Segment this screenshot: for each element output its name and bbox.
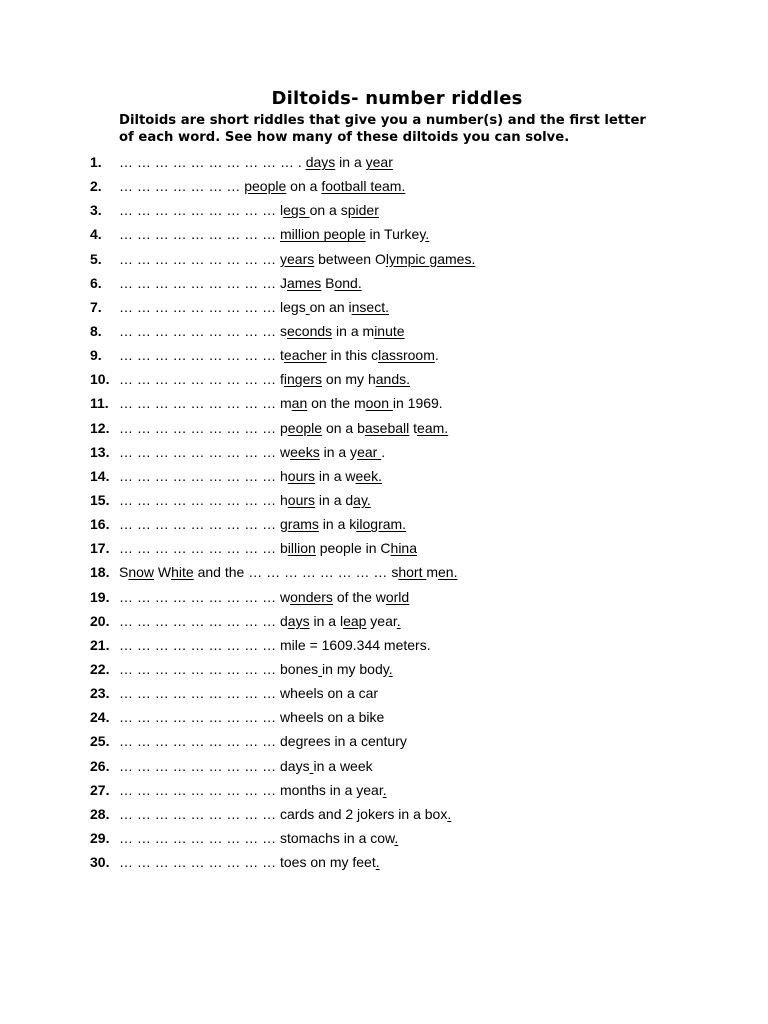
riddle-number: 17. (90, 540, 110, 557)
underlined-hint: onders (290, 588, 333, 605)
riddle-item (0, 464, 768, 488)
riddle-text-segment: on the m (307, 395, 366, 412)
riddle-item (0, 585, 768, 609)
riddle-number: 27. (90, 781, 110, 798)
riddle-item (0, 271, 768, 295)
riddle-text-segment: … … … … … … … … … J (119, 274, 288, 291)
riddle-text (119, 778, 387, 802)
riddle-item (0, 729, 768, 753)
riddle-text (119, 464, 382, 488)
riddle-item (0, 512, 768, 536)
underlined-hint: aseball (364, 419, 410, 436)
riddle-number: 23. (90, 685, 110, 702)
riddle-text (119, 633, 431, 657)
underlined-hint: ingers (283, 371, 323, 388)
riddle-text (119, 826, 398, 850)
riddle-text-segment: … … … … … … … … … … . (119, 154, 306, 170)
underlined-hint: year (365, 154, 393, 170)
riddle-number: 21. (90, 636, 110, 653)
underlined-hint: eek. (355, 467, 382, 484)
underlined-hint: . (396, 612, 401, 629)
riddle-text-segment: … … … … … … … … … mile = 1609.344 meters. (119, 636, 431, 653)
riddle-number: 13. (90, 443, 110, 460)
riddle-text (119, 150, 393, 174)
riddle-item (0, 754, 768, 778)
riddle-item (0, 222, 768, 246)
riddle-text-segment: … … … … … … … … … m (119, 395, 292, 412)
riddle-text-segment: m (426, 564, 439, 581)
riddle-item (0, 343, 768, 367)
riddle-item (0, 391, 768, 415)
riddle-text-segment: … … … … … … … … … w (119, 443, 291, 460)
riddle-number: 24. (90, 709, 110, 726)
riddle-number: 18. (90, 564, 110, 581)
riddle-item (0, 778, 768, 802)
underlined-hint: . (375, 854, 380, 871)
underlined-hint: football team. (321, 178, 406, 195)
riddle-text (119, 585, 409, 609)
riddle-text (119, 271, 362, 295)
riddle-number: 15. (90, 491, 110, 508)
underlined-hint: rams (287, 516, 319, 533)
riddle-text-segment: in a d (315, 491, 354, 508)
riddle-item (0, 802, 768, 826)
underlined-hint: ames (287, 274, 322, 291)
riddle-text-segment: t (409, 419, 418, 436)
underlined-hint: eacher (283, 347, 327, 364)
riddle-text (119, 657, 393, 681)
riddle-text-segment: … … … … … … … … … s (119, 322, 288, 339)
riddle-text-segment: … … … … … … … … … degrees in a century (119, 733, 407, 750)
underlined-hint: eap (343, 612, 367, 629)
riddle-item (0, 560, 768, 584)
riddle-item (0, 295, 768, 319)
riddle-text-segment: between O (314, 250, 386, 267)
riddle-text (119, 754, 373, 778)
riddle-text-segment: W (154, 564, 172, 581)
riddle-item (0, 416, 768, 440)
riddle-item (0, 850, 768, 874)
riddle-number: 29. (90, 829, 110, 846)
riddle-text-segment: … … … … … … … … … legs (119, 298, 306, 315)
riddle-text-segment: … … … … … … … … … l (119, 202, 284, 219)
riddle-item (0, 705, 768, 729)
riddle-item (0, 609, 768, 633)
underlined-hint: eeks (290, 443, 320, 460)
riddle-text-segment: on an i (309, 298, 352, 315)
underlined-hint: . (447, 805, 452, 822)
riddle-number: 4. (90, 226, 102, 243)
riddle-text-segment: in a l (309, 612, 344, 629)
riddle-item (0, 198, 768, 222)
underlined-hint: ours (287, 467, 316, 484)
riddle-text (119, 488, 371, 512)
riddle-number: 20. (90, 612, 110, 629)
riddle-item (0, 488, 768, 512)
underlined-hint: eam. (417, 419, 449, 436)
riddle-text-segment: … … … … … … … (119, 178, 245, 195)
riddle-text (119, 512, 406, 536)
underlined-hint: days (305, 154, 336, 170)
riddle-number: 2. (90, 178, 102, 195)
underlined-hint: ond. (334, 274, 362, 291)
riddle-text (119, 222, 429, 246)
riddle-text (119, 536, 417, 560)
riddle-item (0, 633, 768, 657)
riddle-item (0, 536, 768, 560)
riddle-text-segment: … … … … … … … … … b (119, 540, 288, 557)
riddle-text-segment: in a (335, 154, 366, 170)
riddle-number: 22. (90, 660, 110, 677)
riddle-text-segment: … … … … … … … … … f (119, 371, 284, 388)
underlined-hint: illion (287, 540, 316, 557)
riddle-text-segment: … … … … … … … … … g (119, 516, 288, 533)
underlined-hint: ear (357, 443, 382, 460)
riddle-text (119, 609, 401, 633)
riddle-text (119, 198, 379, 222)
riddle-text-segment: B (321, 274, 335, 291)
riddle-text-segment: people in C (315, 540, 391, 557)
riddle-text-segment: in this c (326, 347, 379, 364)
riddle-text (119, 174, 405, 198)
riddle-text (119, 560, 457, 584)
underlined-hint: ays (287, 612, 310, 629)
underlined-hint: hina (390, 540, 417, 557)
riddle-text-segment: … … … … … … … … … days (119, 757, 310, 774)
riddle-item (0, 319, 768, 343)
intro-text: Diltoids are short riddles that give you a number(s) and the first letter of each word. See how many of these diltoids you can solve. (119, 113, 646, 145)
underlined-hint: . (388, 660, 393, 677)
riddle-number: 5. (90, 250, 102, 267)
riddle-number: 9. (90, 347, 102, 364)
riddle-text-segment: on my h (322, 371, 376, 388)
riddle-number: 30. (90, 854, 110, 871)
underlined-hint: econds (287, 322, 333, 339)
riddle-text-segment: in Turkey (365, 226, 426, 243)
riddle-text-segment: … … … … … … … … … months in a year (119, 781, 383, 798)
riddle-text (119, 729, 407, 753)
underlined-hint: lassroom (378, 347, 435, 364)
riddle-number: 28. (90, 805, 110, 822)
riddle-number: 7. (90, 298, 102, 315)
riddle-number: 12. (90, 419, 110, 436)
riddle-number: 8. (90, 322, 102, 339)
riddle-text-segment: in a y (319, 443, 358, 460)
riddle-number: 1. (90, 154, 102, 170)
underlined-hint: hort (398, 564, 427, 581)
underlined-hint: years (280, 250, 315, 267)
riddle-text (119, 850, 380, 874)
riddle-text-segment: on a s (309, 202, 348, 219)
underlined-hint: en. (438, 564, 458, 581)
riddle-text-segment: … … … … … … … … … d (119, 612, 288, 629)
underlined-hint: inute (374, 322, 405, 339)
riddle-text-segment: year (366, 612, 397, 629)
riddle-text (119, 440, 385, 464)
underlined-hint: hite (171, 564, 194, 581)
underlined-hint: ilogram. (356, 516, 407, 533)
riddle-text-segment: in my body (322, 660, 389, 677)
riddle-number: 6. (90, 274, 102, 291)
riddle-text-segment: … … … … … … … … … (119, 226, 281, 243)
riddle-number: 10. (90, 371, 110, 388)
riddle-text-segment: … … … … … … … … … p (119, 419, 288, 436)
riddle-text (119, 343, 439, 367)
underlined-hint: million people (280, 226, 366, 243)
riddle-item (0, 826, 768, 850)
underlined-hint: egs (283, 202, 310, 219)
riddle-text-segment: in a m (332, 322, 375, 339)
riddle-text-segment: … … … … … … … … … h (119, 491, 288, 508)
underlined-hint: oon (365, 395, 393, 412)
riddle-text-segment: … … … … … … … … … cards and 2 jokers in a box (119, 805, 448, 822)
underlined-hint: nsect. (351, 298, 389, 315)
underlined-hint: orld (385, 588, 410, 605)
riddle-text-segment: in a week (313, 757, 373, 774)
riddle-number: 26. (90, 757, 110, 774)
riddle-text-segment: and the … … … … … … … … s (193, 564, 399, 581)
underlined-hint: pider (347, 202, 379, 219)
riddle-text-segment: S (119, 564, 129, 581)
riddle-text-segment: … … … … … … … … … w (119, 588, 291, 605)
riddle-text-segment: … … … … … … … … … bones (119, 660, 319, 677)
riddle-text (119, 705, 384, 729)
riddle-text (119, 681, 378, 705)
riddle-item (0, 657, 768, 681)
underlined-hint: . (394, 829, 399, 846)
riddle-text (119, 295, 389, 319)
riddle-text-segment: in a k (318, 516, 357, 533)
riddle-text-segment: . (381, 443, 386, 460)
underlined-hint: people (244, 178, 287, 195)
riddle-item (0, 247, 768, 271)
underlined-hint: ours (287, 491, 316, 508)
riddle-text-segment: … … … … … … … … … wheels on a bike (119, 709, 385, 726)
riddle-number: 16. (90, 516, 110, 533)
riddle-number: 3. (90, 202, 102, 219)
riddle-text (119, 247, 475, 271)
riddle-item (0, 174, 768, 198)
riddle-number: 19. (90, 588, 110, 605)
riddle-text (119, 391, 443, 415)
riddle-text (119, 319, 405, 343)
riddle-item (0, 681, 768, 705)
underlined-hint: eople (287, 419, 323, 436)
riddle-text-segment: … … … … … … … … … wheels on a car (119, 685, 379, 702)
underlined-hint: ands. (375, 371, 410, 388)
riddle-text (119, 367, 410, 391)
underlined-hint: ay. (353, 491, 371, 508)
underlined-hint: now (128, 564, 155, 581)
riddle-text-segment: … … … … … … … … … (119, 250, 281, 267)
underlined-hint: lympic games. (385, 250, 476, 267)
riddle-text-segment: in 1969. (392, 395, 443, 412)
riddle-text-segment: on a (286, 178, 322, 195)
riddle-text-segment: . (434, 347, 439, 364)
riddle-item (0, 150, 768, 174)
riddle-text-segment: of the w (332, 588, 386, 605)
riddle-text (119, 416, 448, 440)
underlined-hint: . (382, 781, 387, 798)
riddle-number: 14. (90, 467, 110, 484)
underlined-hint: an (291, 395, 308, 412)
riddle-text-segment: … … … … … … … … … t (119, 347, 284, 364)
riddle-text-segment: in a w (315, 467, 356, 484)
riddle-list (0, 150, 768, 874)
riddle-text-segment: on a b (322, 419, 365, 436)
underlined-hint: . (425, 226, 430, 243)
riddle-item (0, 367, 768, 391)
riddle-text (119, 802, 451, 826)
riddle-text-segment: … … … … … … … … … toes on my feet (119, 854, 376, 871)
riddle-text-segment: … … … … … … … … … h (119, 467, 288, 484)
riddle-text-segment: … … … … … … … … … stomachs in a cow (119, 829, 395, 846)
page-title: Diltoids- number riddles (271, 88, 523, 109)
riddle-number: 11. (90, 395, 109, 412)
riddle-number: 25. (90, 733, 110, 750)
riddle-item (0, 440, 768, 464)
